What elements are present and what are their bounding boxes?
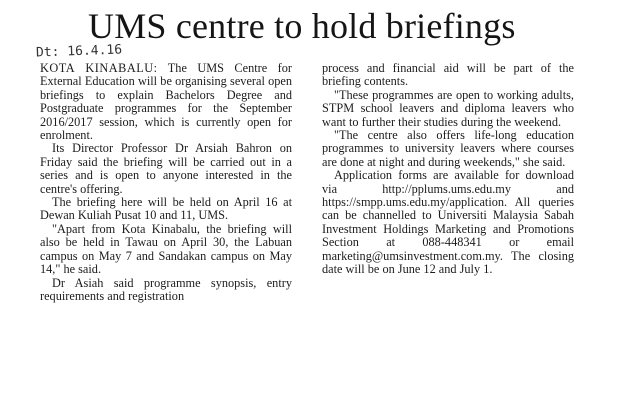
paragraph-2: Its Director Professor Dr Arsiah Bahron on Friday said the briefing will be carried out in a series and is open to anyone interested in the centre's offering. xyxy=(40,141,292,196)
handwritten-date-note: Dt: 16.4.16 xyxy=(35,42,123,61)
paragraph-6: process and financial aid will be part of the briefing contents. xyxy=(322,61,574,89)
paragraph-3: The briefing here will be held on April 16 at Dewan Kuliah Pusat 10 and 11, UMS. xyxy=(40,195,292,223)
left-column xyxy=(40,62,292,303)
paragraph-9: Application forms are available for download via http://pplums.ums.edu.my and https://smpp.ums.edu.my/application. All queries can be channelled to Universiti Malaysia Sabah Investment Holdings Marketing and Promotions Section at 088-448341 or email marketing@umsinvestment.com.my. The closing date will be on June 12 and July 1. xyxy=(322,168,574,277)
paragraph-7: "These programmes are open to working adults, STPM school leavers and diploma leavers who want to further their studies during the weekend. xyxy=(322,87,574,129)
dateline: KOTA KINABALU: xyxy=(40,61,158,75)
paragraph-5: Dr Asiah said programme synopsis, entry requirements and registration xyxy=(40,275,292,303)
paragraph-8: "The centre also offers life-long education programmes to university leavers where courses are done at night and during weekends," she said. xyxy=(322,128,574,169)
right-column xyxy=(322,62,574,277)
paragraph-1-text: The UMS Centre for External Education will be organising several open briefings to explain Bachelors Degree and Postgraduate programmes for the September 2016/2017 session, which is currently open for enrolment. xyxy=(40,61,292,143)
paragraph-1 xyxy=(40,62,292,142)
article-headline: UMS centre to hold briefings xyxy=(88,6,516,46)
paragraph-4: "Apart from Kota Kinabalu, the briefing will also be held in Tawau on April 30, the Labuan campus on May 7 and Sandakan campus on May 14," he said. xyxy=(40,221,292,277)
